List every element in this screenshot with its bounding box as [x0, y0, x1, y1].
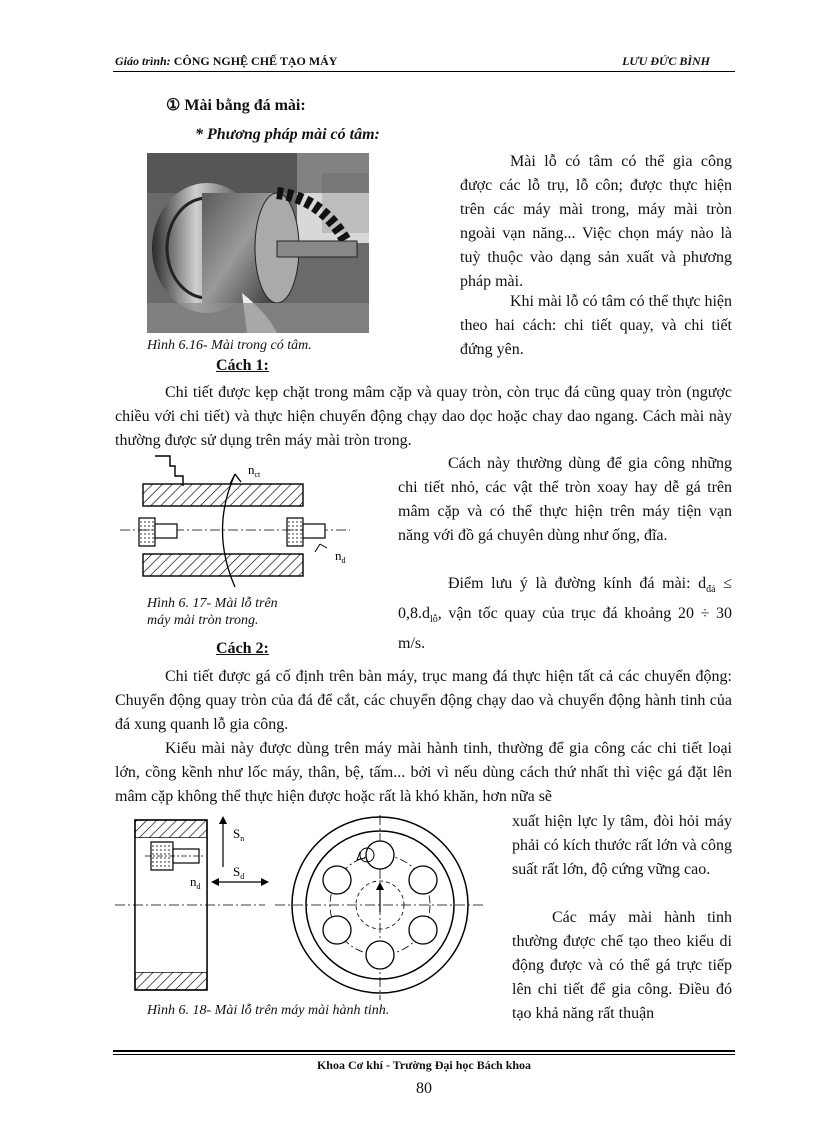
internal-grinding-diagram — [115, 452, 365, 592]
header-prefix: Giáo trình: — [115, 54, 171, 68]
header-rule — [113, 71, 735, 72]
cach-2-paragraph-1: Chi tiết được gá cố định trên bàn máy, trục mang đá thực hiện tất cả các chuyển động: Chuyển động quay tròn của đá để cắt, các chuyển động chạy dao và chuyển động hành tinh của đá xung quanh lỗ gia công. — [115, 668, 732, 733]
planetary-grinding-diagram — [115, 812, 490, 1002]
header-book-title: CÔNG NGHỆ CHẾ TẠO MÁY — [173, 54, 338, 68]
footer-institution: Khoa Cơ khí - Trường Đại học Bách khoa — [316, 1058, 532, 1072]
cach-2-paragraph-2-continued: xuất hiện lực ly tâm, đòi hỏi máy phải có kích thước rất lớn và công suất rất lớn, độ cứng vững cao. — [512, 813, 732, 878]
cach-1-paragraph-1: Chi tiết được kẹp chặt trong mâm cặp và quay tròn, còn trục đá cũng quay tròn (ngược chiều với chi tiết) và thực hiện chuyển động chạy dao dọc hoặc chay dao ngang. Cách mài này thường được sử dụng trên máy mài tròn trong. — [115, 384, 732, 449]
footer-rule-thin — [113, 1054, 735, 1055]
para3-text-a: Điểm lưu ý là đường kính đá mài: d — [448, 575, 707, 592]
para3-text-b: ≤ 0,8.d — [398, 575, 733, 623]
cach-2-paragraph-3: Các máy mài hành tinh thường được chế tạo theo kiểu di động được và có thể gá trực tiếp lên chi tiết để gia công. Điều đó tạo khả năng rất thuận — [512, 909, 732, 1022]
figure-6-17-diagram — [115, 452, 365, 592]
label-n-ct: $n_{ct}$ — [248, 462, 261, 479]
figure-6-17-caption — [147, 595, 278, 629]
section-subtitle: * Phương pháp mài có tâm: — [195, 126, 380, 143]
label-s-n: $S_n$ — [233, 826, 245, 843]
para3-sub-lo: lỗ — [430, 614, 438, 626]
intro-paragraph-1: Mài lỗ có tâm có thể gia công được các lỗ trụ, lỗ côn; được thực hiện trên các máy mài trong, máy mài tròn ngoài vạn năng... Việc chọn máy nào là tuỳ thuộc vào dạng sản xuất và phương pháp mài. — [460, 153, 732, 290]
label-s-d: $S_d$ — [233, 864, 245, 881]
cach-1-paragraph-3 — [398, 572, 732, 656]
section-title: Mài bằng đá mài: — [184, 97, 306, 114]
grinding-machine-photo — [147, 153, 369, 333]
intro-paragraph-2: Khi mài lỗ có tâm có thể thực hiện theo hai cách: chi tiết quay, và chi tiết đứng yên. — [460, 293, 732, 358]
figure-6-16-caption: Hình 6.16- Mài trong có tâm. — [147, 338, 312, 353]
cach-2-paragraph-2: Kiểu mài này được dùng trên máy mài hành tinh, thường để gia công các chi tiết loại lớn, cồng kềnh như lốc máy, thân, bệ, tấm... bởi vì nếu dùng cách thứ nhất thì việc gá đặt lên mâm cặp không thể thực hiện được hoặc rất là khó khăn, hơn nữa sẽ — [115, 740, 732, 805]
header-author: LƯU ĐỨC BÌNH — [622, 54, 710, 68]
cach-1-heading: Cách 1: — [216, 357, 269, 374]
cach-1-paragraph-2: Cách này thường dùng để gia công những chi tiết nhỏ, các vật thể tròn xoay hay dễ gá trên mâm cặp và có thể thực hiện trên máy tiện vạn năng với đồ gá chuyên dùng như ống, đĩa. — [398, 455, 732, 544]
label-n-d: $n_d$ — [335, 548, 346, 565]
para3-sub-da: đá — [706, 584, 716, 596]
footer-rule-thick — [113, 1050, 735, 1052]
figure-6-17-caption-line-2: máy mài tròn trong. — [147, 613, 259, 628]
para3-text-c: , vận tốc quay của trục đá khoảng 20 ÷ 30 m/s. — [398, 605, 732, 653]
figure-6-18-caption: Hình 6. 18- Mài lỗ trên máy mài hành tinh. — [147, 1003, 390, 1018]
label-n-d-planetary: $n_d$ — [190, 874, 201, 891]
running-header-left — [115, 54, 337, 69]
figure-6-17-caption-line-1: Hình 6. 17- Mài lỗ trên — [147, 596, 278, 611]
section-marker: ① — [166, 97, 181, 114]
cach-2-heading: Cách 2: — [216, 640, 269, 657]
section-heading — [166, 95, 306, 115]
page-number: 80 — [416, 1080, 432, 1097]
figure-6-18-diagram — [115, 812, 490, 1002]
figure-6-16-photo — [147, 153, 369, 333]
